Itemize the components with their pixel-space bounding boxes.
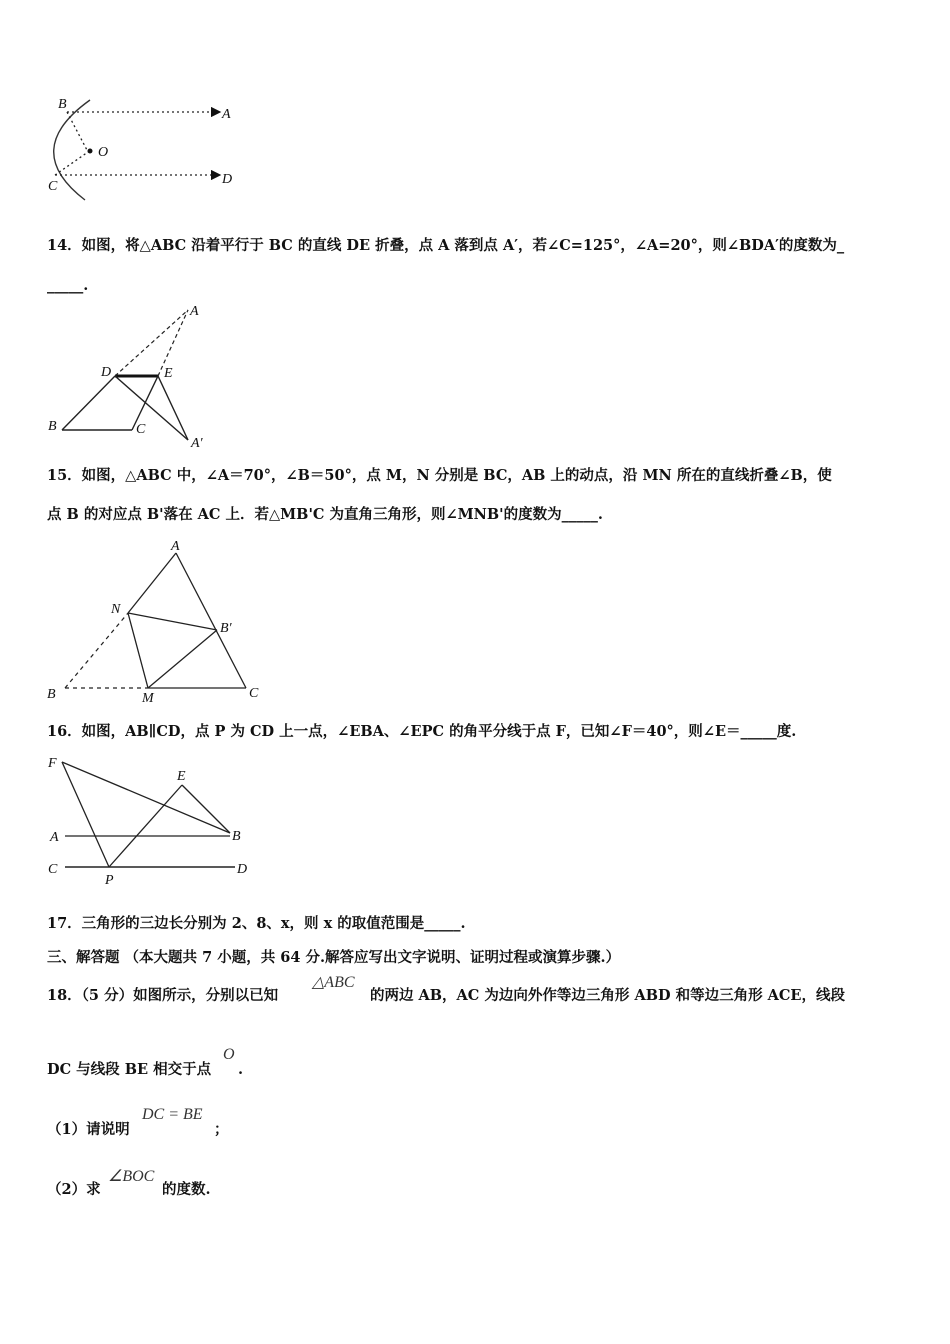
label-n: N: [111, 602, 121, 617]
q18-math-triangle: △ABC: [312, 974, 355, 991]
q16-line1: 16．如图，AB∥CD，点 P 为 CD 上一点，∠EBA、∠EPC 的角平分线于点 F，已知∠F＝40°，则∠E＝_____度.: [47, 723, 797, 740]
label-a: A: [222, 107, 231, 122]
label-b: B: [232, 829, 241, 844]
label-c: C: [48, 862, 58, 877]
label-a: A: [171, 539, 180, 554]
label-d: D: [237, 862, 248, 877]
label-e: E: [177, 769, 186, 784]
q14-line1: 14．如图，将△ABC 沿着平行于 BC 的直线 DE 折叠，点 A 落到点 A′，若∠C=125°，∠A=20°，则∠BDA′的度数为_: [47, 237, 845, 254]
q18-intro-a: 18．（5 分）如图所示，分别以已知: [47, 987, 279, 1004]
label-f: F: [48, 756, 57, 771]
label-o: O: [98, 145, 109, 160]
q17-line1: 17．三角形的三边长分别为 2、8、x，则 x 的取值范围是_____.: [47, 915, 466, 932]
q18-intro-b: 的两边 AB，AC 为边向外作等边三角形 ABD 和等边三角形 ACE，线段: [370, 987, 845, 1004]
label-e: E: [164, 366, 173, 381]
q18-part1-a: （1）请说明: [47, 1121, 130, 1138]
q15-line2: 点 B 的对应点 B'落在 AC 上．若△MB'C 为直角三角形，则∠MNB'的度数为_____.: [47, 506, 603, 523]
label-a: A: [190, 304, 199, 319]
label-b-prime: B′: [220, 621, 232, 636]
q18-part1-b: ；: [214, 1121, 229, 1138]
label-m: M: [142, 691, 154, 706]
label-b: B: [58, 97, 67, 112]
section3-title: 三、解答题 （本大题共 7 小题，共 64 分.解答应写出文字说明、证明过程或演算步骤.）: [47, 949, 621, 966]
q18-math-o: O: [223, 1046, 235, 1063]
q18-line2-a: DC 与线段 BE 相交于点: [47, 1061, 212, 1078]
label-c: C: [136, 422, 146, 437]
label-b: B: [47, 687, 56, 702]
q18-part2-b: 的度数.: [162, 1181, 211, 1198]
q18-part2-a: （2）求: [47, 1181, 101, 1198]
q14-line2: _____.: [47, 277, 89, 294]
label-d: D: [222, 172, 233, 187]
q15-line1: 15．如图，△ABC 中，∠A＝70°，∠B＝50°，点 M，N 分别是 BC，AB 上的动点，沿 MN 所在的直线折叠∠B，使: [47, 467, 832, 484]
label-b: B: [48, 419, 57, 434]
q18-line2-b: .: [238, 1061, 244, 1078]
q18-math-angle: ∠BOC: [108, 1168, 155, 1185]
label-a-prime: A′: [191, 436, 203, 451]
label-c: C: [249, 686, 259, 701]
label-d: D: [101, 365, 112, 380]
label-p: P: [105, 873, 114, 888]
label-a: A: [50, 830, 59, 845]
label-c: C: [48, 179, 58, 194]
q18-math-eq: DC = BE: [142, 1106, 203, 1123]
